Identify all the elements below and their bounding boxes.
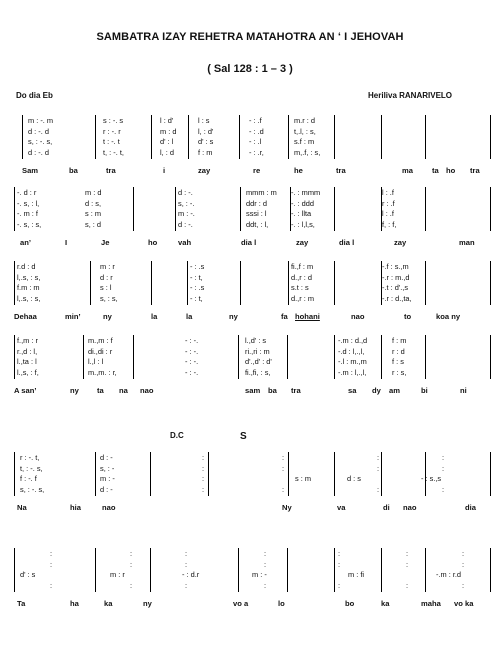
- segno-mark: S: [240, 431, 247, 442]
- bar-line: [381, 115, 382, 159]
- solfa-note: l, : d': [198, 126, 214, 136]
- bar-line: [83, 335, 84, 379]
- bar-line: [490, 452, 491, 496]
- solfa-note: r : -. r: [103, 126, 121, 136]
- solfa-note: - : s.,s: [421, 474, 442, 483]
- bar-line: [187, 261, 188, 305]
- lyric-syllable: zay: [296, 238, 309, 247]
- solfa-note: l.,s, : f,: [17, 367, 39, 377]
- solfa-note: d' : s: [20, 570, 36, 579]
- solfa-note: :: [406, 580, 409, 590]
- solfa-note: :: [406, 559, 409, 569]
- lyric-syllable: ba: [69, 166, 78, 175]
- solfa-note: s, : s,: [100, 293, 118, 303]
- lyric-syllable: hohani: [295, 312, 320, 321]
- solfa-note: s : -. s: [103, 116, 124, 125]
- bar-line: [14, 187, 15, 231]
- solfa-note: m.r : d: [294, 116, 315, 125]
- solfa-note: d : -: [100, 484, 113, 494]
- bar-line: [334, 115, 335, 159]
- solfa-note: :: [185, 580, 188, 590]
- solfa-note: f : m: [198, 147, 213, 157]
- solfa-note: :: [406, 549, 409, 558]
- solfa-note: di.,di : r: [88, 346, 113, 356]
- bar-line: [240, 187, 241, 231]
- solfa-note: fi.,fi, : s,: [245, 367, 271, 377]
- bar-line: [151, 261, 152, 305]
- solfa-note: m,.f, : s,: [294, 147, 321, 157]
- bar-line: [188, 115, 189, 159]
- solfa-note: m : d: [160, 126, 177, 136]
- song-title: SAMBATRA IZAY REHETRA MATAHOTRA AN ‘ I JEHOVAH: [96, 31, 404, 43]
- bar-line: [90, 261, 91, 305]
- lyric-syllable: fa: [281, 312, 288, 321]
- solfa-note: - : -.: [185, 357, 199, 366]
- bar-line: [238, 335, 239, 379]
- solfa-note: s, : d: [85, 219, 102, 229]
- solfa-note: - : .s: [190, 262, 205, 271]
- solfa-note: :: [338, 580, 341, 590]
- bar-line: [490, 335, 491, 379]
- solfa-note: s, : -: [100, 463, 115, 473]
- bar-line: [14, 335, 15, 379]
- solfa-note: :: [338, 549, 341, 558]
- solfa-note: r : .f: [382, 198, 395, 208]
- bar-line: [334, 335, 335, 379]
- lyric-syllable: an’: [20, 238, 31, 247]
- solfa-note: :: [462, 559, 465, 569]
- solfa-note: d : -. d: [28, 147, 49, 157]
- bar-line: [95, 452, 96, 496]
- lyric-syllable: tra: [336, 166, 346, 175]
- solfa-note: :: [377, 463, 380, 473]
- solfa-note: -.r : d.,ta,: [382, 293, 412, 303]
- solfa-note: -. s, : s,: [17, 219, 42, 229]
- lyric-syllable: dia: [465, 503, 476, 512]
- solfa-note: :: [442, 453, 445, 462]
- solfa-note: :: [202, 474, 205, 483]
- lyric-syllable: lo: [278, 599, 285, 608]
- solfa-note: :: [462, 549, 465, 558]
- solfa-note: mmm : m: [246, 188, 277, 197]
- lyric-syllable: ba: [268, 386, 277, 395]
- solfa-note: f : -. f: [20, 474, 37, 483]
- lyric-syllable: tra: [106, 166, 116, 175]
- lyric-syllable: vo ka: [454, 599, 474, 608]
- bar-line: [133, 335, 134, 379]
- solfa-note: s : m: [295, 474, 312, 483]
- lyric-syllable: na: [119, 386, 128, 395]
- bar-line: [208, 452, 209, 496]
- solfa-note: s : m: [85, 209, 102, 218]
- solfa-note: -.m : l,.,l,: [338, 367, 367, 377]
- solfa-note: l : d': [160, 116, 174, 125]
- bar-line: [490, 115, 491, 159]
- lyric-syllable: dia l: [339, 238, 355, 247]
- solfa-note: r.d : d: [17, 262, 36, 271]
- solfa-note: ddr : d: [246, 198, 267, 208]
- solfa-note: m : -: [100, 474, 115, 483]
- bar-line: [288, 261, 289, 305]
- solfa-note: :: [264, 549, 267, 558]
- bar-line: [150, 548, 151, 592]
- solfa-note: - : -.: [185, 346, 199, 356]
- solfa-note: f.m : m: [17, 283, 40, 292]
- lyric-syllable: va: [337, 503, 346, 512]
- lyric-syllable: ny: [103, 312, 112, 321]
- solfa-note: r : s,: [392, 367, 407, 377]
- lyric-syllable: Ny: [282, 503, 292, 512]
- lyric-syllable: tra: [291, 386, 301, 395]
- solfa-note: ri.,ri : m: [245, 346, 270, 356]
- lyric-syllable: ny: [143, 599, 152, 608]
- lyric-syllable: nao: [403, 503, 417, 512]
- lyric-syllable: Dehaa: [14, 312, 37, 321]
- solfa-note: d' : s: [198, 137, 214, 146]
- lyric-syllable: man: [459, 238, 475, 247]
- solfa-note: - : .f: [249, 116, 262, 125]
- bar-line: [334, 261, 335, 305]
- solfa-note: :: [282, 484, 285, 494]
- solfa-note: -. : l,l,s,: [291, 219, 315, 229]
- bar-line: [288, 452, 289, 496]
- solfa-note: :: [338, 559, 341, 569]
- solfa-note: - : .d: [249, 126, 264, 136]
- solfa-note: d : -. d: [28, 126, 49, 136]
- lyric-syllable: min’: [65, 312, 81, 321]
- solfa-note: :: [185, 549, 188, 558]
- solfa-note: -. : llta: [291, 209, 312, 218]
- solfa-note: f.,m : r: [17, 336, 38, 345]
- bar-line: [22, 115, 23, 159]
- solfa-note: r : d: [392, 346, 405, 356]
- key-signature: Do dia Eb: [16, 91, 53, 100]
- lyric-syllable: ma: [402, 166, 413, 175]
- lyric-syllable: sa: [348, 386, 357, 395]
- lyric-syllable: bi: [421, 386, 428, 395]
- bar-line: [490, 261, 491, 305]
- bar-line: [490, 548, 491, 592]
- bar-line: [425, 548, 426, 592]
- solfa-note: s, : -. s,: [20, 484, 45, 494]
- solfa-note: :: [50, 580, 53, 590]
- solfa-note: :: [50, 559, 53, 569]
- solfa-note: - : .s: [190, 283, 205, 292]
- lyric-syllable: vah: [178, 238, 192, 247]
- bar-line: [240, 261, 241, 305]
- lyric-syllable: to: [404, 312, 412, 321]
- solfa-note: -. : mmm: [291, 188, 321, 197]
- lyric-syllable: nao: [102, 503, 116, 512]
- bar-line: [239, 115, 240, 159]
- solfa-note: :: [282, 463, 285, 473]
- solfa-note: m : r: [100, 262, 115, 271]
- solfa-note: - : -.: [185, 336, 199, 345]
- solfa-note: d : s: [347, 474, 361, 483]
- solfa-note: t,.l, : s,: [294, 126, 316, 136]
- solfa-note: l : s: [198, 116, 210, 125]
- bar-line: [95, 115, 96, 159]
- bar-line: [287, 548, 288, 592]
- bar-line: [151, 115, 152, 159]
- solfa-note: s.t : s: [291, 283, 309, 292]
- lyric-syllable: Ta: [17, 599, 26, 608]
- lyric-syllable: i: [163, 166, 166, 175]
- lyric-syllable: zay: [394, 238, 407, 247]
- solfa-note: m : -. m: [28, 116, 54, 125]
- lyric-syllable: koa ny: [436, 312, 461, 321]
- lyric-syllable: la: [151, 312, 158, 321]
- bar-line: [133, 187, 134, 231]
- solfa-note: -.m : r.d: [436, 570, 462, 579]
- solfa-note: d.,r : m: [291, 293, 314, 303]
- solfa-note: -. : ddd: [291, 198, 315, 208]
- solfa-note: f, : f,: [382, 219, 397, 229]
- solfa-note: l,.s, : s,: [17, 293, 41, 303]
- solfa-note: d : -.: [178, 188, 193, 197]
- lyric-syllable: ny: [70, 386, 79, 395]
- solfa-note: - : d.r: [182, 570, 200, 579]
- bar-line: [14, 261, 15, 305]
- lyric-syllable: ka: [104, 599, 113, 608]
- lyric-syllable: zay: [198, 166, 211, 175]
- lyric-syllable: sam: [245, 386, 261, 395]
- solfa-note: - : .r,: [249, 147, 264, 157]
- solfa-note: s.f : m: [294, 137, 315, 146]
- lyric-syllable: ka: [381, 599, 390, 608]
- bar-line: [381, 335, 382, 379]
- solfa-note: :: [442, 463, 445, 473]
- lyric-syllable: hia: [70, 503, 81, 512]
- lyric-syllable: di: [383, 503, 390, 512]
- solfa-note: :: [50, 549, 53, 558]
- lyric-syllable: la: [186, 312, 193, 321]
- bar-line: [150, 452, 151, 496]
- lyric-syllable: dia l: [241, 238, 257, 247]
- lyric-syllable: ta: [97, 386, 104, 395]
- solfa-note: t, : -. s,: [20, 463, 43, 473]
- solfa-note: l,.s, : s,: [17, 272, 41, 282]
- solfa-note: -.r : m.,d: [382, 272, 410, 282]
- bar-line: [95, 548, 96, 592]
- lyric-syllable: ny: [229, 312, 238, 321]
- solfa-note: :: [377, 453, 380, 462]
- solfa-note: -.l : m.,m: [338, 357, 367, 366]
- solfa-note: sssi : l: [246, 209, 267, 218]
- bar-line: [425, 261, 426, 305]
- lyric-syllable: A san’: [14, 386, 37, 395]
- solfa-note: m : -.: [178, 209, 195, 218]
- bar-line: [288, 115, 289, 159]
- lyric-syllable: nao: [140, 386, 154, 395]
- solfa-note: d.,r : d: [291, 272, 312, 282]
- solfa-note: -.t : d'.,s: [382, 283, 409, 292]
- lyric-syllable: Sam: [22, 166, 39, 175]
- bar-line: [334, 548, 335, 592]
- solfa-note: -.m : d.,d: [338, 336, 368, 345]
- solfa-note: m : -: [252, 570, 267, 579]
- solfa-note: -.d : l,.,l,: [338, 346, 365, 356]
- bar-line: [14, 548, 15, 592]
- solfa-note: f : s: [392, 357, 404, 366]
- lyric-syllable: ni: [460, 386, 467, 395]
- solfa-note: :: [264, 559, 267, 569]
- solfa-note: l.,l : l: [88, 357, 104, 366]
- solfa-note: r : -. t,: [20, 453, 40, 462]
- solfa-note: d : -: [100, 453, 113, 462]
- psalm-reference: ( Sal 128 : 1 – 3 ): [207, 63, 293, 75]
- bar-line: [175, 187, 176, 231]
- lyric-syllable: Je: [101, 238, 110, 247]
- solfa-note: ddt, : l,: [246, 219, 269, 229]
- bar-line: [238, 548, 239, 592]
- lyric-syllable: maha: [421, 599, 441, 608]
- solfa-note: s, : -.: [178, 198, 195, 208]
- solfa-note: :: [130, 549, 133, 558]
- bar-line: [381, 452, 382, 496]
- solfa-note: :: [202, 463, 205, 473]
- lyric-syllable: am: [389, 386, 400, 395]
- solfa-note: l, : d: [160, 147, 174, 157]
- da-capo-mark: D.C: [170, 431, 184, 440]
- solfa-note: m : fi: [348, 570, 365, 579]
- solfa-note: -. s, : l,: [17, 198, 40, 208]
- solfa-note: :: [264, 580, 267, 590]
- lyric-syllable: ta: [432, 166, 439, 175]
- solfa-note: l.,ta : l: [17, 357, 37, 366]
- solfa-note: d : s,: [85, 198, 102, 208]
- lyric-syllable: nao: [351, 312, 365, 321]
- bar-line: [490, 187, 491, 231]
- solfa-note: - : t,: [190, 272, 203, 282]
- solfa-note: s : l: [100, 283, 112, 292]
- solfa-note: :: [202, 484, 205, 494]
- solfa-note: d : r: [100, 272, 113, 282]
- solfa-note: l : .f: [382, 188, 394, 197]
- bar-line: [381, 548, 382, 592]
- lyric-syllable: tra: [470, 166, 480, 175]
- solfa-note: :: [442, 484, 445, 494]
- solfa-note: t, : -. t,: [103, 147, 124, 157]
- solfa-note: :: [377, 484, 380, 494]
- solfa-note: - : -.: [185, 367, 199, 377]
- bar-line: [334, 452, 335, 496]
- solfa-note: f : m: [392, 336, 407, 345]
- solfa-note: -. m : f: [17, 209, 38, 218]
- bar-line: [425, 187, 426, 231]
- solfa-note: :: [130, 580, 133, 590]
- solfa-note: m.,m. : r,: [88, 367, 117, 377]
- solfa-note: :: [462, 580, 465, 590]
- solfa-note: :: [202, 453, 205, 462]
- lyric-syllable: re: [253, 166, 261, 175]
- lyric-syllable: he: [294, 166, 303, 175]
- solfa-note: d' : l: [160, 137, 174, 146]
- solfa-note: - : .l: [249, 137, 262, 146]
- bar-line: [287, 335, 288, 379]
- lyric-syllable: bo: [345, 599, 355, 608]
- lyric-syllable: dy: [372, 386, 381, 395]
- solfa-note: fi.,f : m: [291, 262, 314, 271]
- solfa-note: :: [282, 453, 285, 462]
- composer-name: Heriliva RANARIVELO: [368, 91, 453, 100]
- solfa-note: -.f : s.,m: [382, 262, 409, 271]
- solfa-note: l.,d' : s: [245, 336, 267, 345]
- bar-line: [425, 335, 426, 379]
- solfa-note: d'.,d' : d': [245, 357, 272, 366]
- bar-line: [425, 115, 426, 159]
- solfa-note: d : -.: [178, 219, 193, 229]
- lyric-syllable: Na: [17, 503, 27, 512]
- solfa-note: :: [185, 559, 188, 569]
- solfa-note: - : t,: [190, 293, 203, 303]
- lyric-syllable: vo a: [233, 599, 249, 608]
- solfa-note: m : r: [110, 570, 125, 579]
- solfa-note: -. d : r: [17, 188, 37, 197]
- lyric-syllable: ha: [70, 599, 79, 608]
- solfa-note: s, : -. s,: [28, 137, 53, 146]
- lyric-syllable: ho: [148, 238, 158, 247]
- solfa-note: m.,m : f: [88, 336, 113, 345]
- solfa-note: t : -. t: [103, 137, 120, 146]
- solfa-note: l : .f: [382, 209, 394, 218]
- bar-line: [334, 187, 335, 231]
- bar-line: [14, 452, 15, 496]
- solfa-note: m : d: [85, 188, 102, 197]
- lyric-syllable: I: [65, 238, 68, 247]
- solfa-note: r.,d : l,: [17, 346, 38, 356]
- solfa-note: :: [130, 559, 133, 569]
- lyric-syllable: ho: [446, 166, 456, 175]
